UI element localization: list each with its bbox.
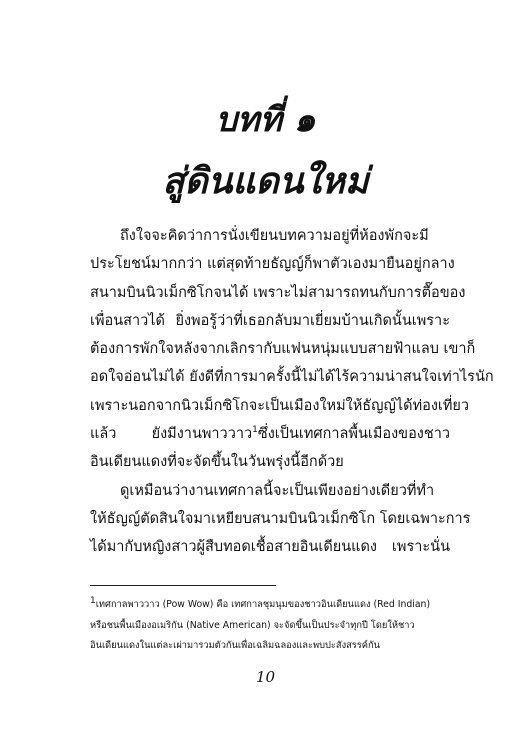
page-number: 10 — [255, 668, 276, 686]
footnote-line: หรือชนพื้นเมืองอเมริกัน (Native American) จะจัดขึ้นเป็นประจำทุกปี โดยให้ชาว — [90, 619, 415, 631]
line-segment: ซึ่งเป็นเทศกาลพื้นเมืองของชาว — [257, 426, 450, 443]
line-segment: แล้ว ยังมีงานพาววาว — [90, 426, 253, 443]
paragraph-line: ได้มากับหญิงสาวผู้สืบทอดเชื้อสายอินเดียนแดง เพราะนั่น — [90, 539, 450, 556]
footnote-line: อินเดียนแดงในแต่ละเผ่ามารวมตัวกันเพื่อเฉลิมฉลองและพบปะสังสรรค์กัน — [90, 640, 380, 651]
paragraph-line: ประโยชน์มากกว่า แต่สุดท้ายธัญญ์ก็พาตัวเองมายืนอยู่กลาง — [90, 256, 455, 273]
paragraph-line: ต้องการพักใจหลังจากเลิกรากับแฟนหนุ่มแบบสายฟ้าแลบ เขาก็ — [90, 341, 476, 358]
paragraph-line: อินเดียนแดงที่จะจัดขึ้นในวันพรุ่งนี้อีกด้วย — [90, 454, 344, 471]
paragraph-line: อดใจอ่อนไม่ได้ ยังดีที่การมาครั้งนี้ไม่ได้ไร้ความน่าสนใจเท่าไรนัก — [90, 369, 494, 386]
paragraph-line — [90, 420, 450, 448]
paragraph-line: เพื่อนสาวได้ ยิ่งพอรู้ว่าที่เธอกลับมาเยี่ยมบ้านเกิดนั้นเพราะ — [90, 312, 450, 329]
footnote-divider — [90, 585, 276, 586]
body-text — [90, 222, 494, 562]
paragraph-line: สนามบินนิวเม็กซิโกจนได้ เพราะไม่สามารถทนกับการตื๊อของ — [90, 284, 466, 301]
footnote-line — [90, 595, 452, 616]
footnote — [90, 595, 452, 657]
footnote-marker: 1 — [90, 595, 96, 606]
footnote-text: เทศกาลพาววาว (Pow Wow) คือ เทศกาลชุมนุมของชาวอินเดียนแดง (Red Indian) — [95, 599, 431, 610]
footnote-reference[interactable]: 1 — [252, 425, 258, 436]
paragraph-line: ดูเหมือนว่างานเทศกาลนี้จะเป็นเพียงอย่างเดียวที่ทำ — [120, 482, 435, 499]
paragraph-line: เพราะนอกจากนิวเม็กซิโกจะเป็นเมืองใหม่ให้ธัญญ์ได้ท่องเที่ยว — [90, 397, 470, 414]
paragraph-line: ให้ธัญญ์ตัดสินใจมาเหยียบสนามบินนิวเม็กซิโก โดยเฉพาะการ — [90, 510, 471, 527]
chapter-title: สู่ดินแดนใหม่ — [162, 160, 369, 202]
paragraph-line: ถึงใจจะคิดว่าการนั่งเขียนบทความอยู่ที่ห้องพักจะมี — [120, 228, 429, 244]
chapter-number: บทที่ ๑ — [215, 100, 316, 140]
